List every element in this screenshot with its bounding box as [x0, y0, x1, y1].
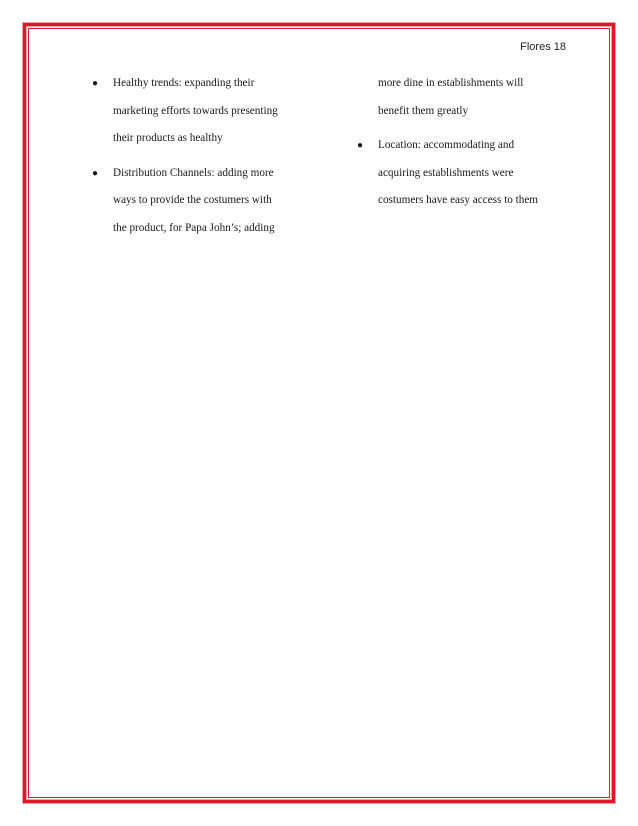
right-column — [357, 70, 579, 222]
text-line: costumers have easy access to them — [378, 194, 538, 206]
text-line: benefit them greatly — [378, 104, 469, 117]
text-line: Healthy trends: expanding their — [113, 77, 255, 89]
continued-text — [357, 70, 579, 125]
text-line: Distribution Channels: adding more — [113, 166, 274, 179]
text-line: more dine in establishments will — [378, 77, 524, 89]
bullet-icon: ● — [92, 78, 99, 89]
text-line: Location: accommodating and — [378, 139, 515, 151]
page-header — [520, 41, 566, 53]
bullet-icon: ● — [92, 167, 99, 179]
text-line: marketing efforts towards presenting — [113, 104, 278, 117]
list-item — [357, 132, 579, 215]
text-line: their products as healthy — [113, 132, 223, 144]
list-item — [92, 70, 314, 153]
text-line: the product, for Papa John’s; adding — [113, 221, 275, 234]
left-column — [92, 70, 314, 249]
text-line: acquiring establishments were — [378, 166, 514, 179]
bullet-icon: ● — [357, 140, 364, 151]
bullet-list — [92, 70, 314, 242]
text-line: ways to provide the costumers with — [113, 194, 272, 206]
bullet-list — [357, 132, 579, 215]
list-item — [92, 160, 314, 243]
page-number-label: Flores 18 — [520, 41, 566, 53]
